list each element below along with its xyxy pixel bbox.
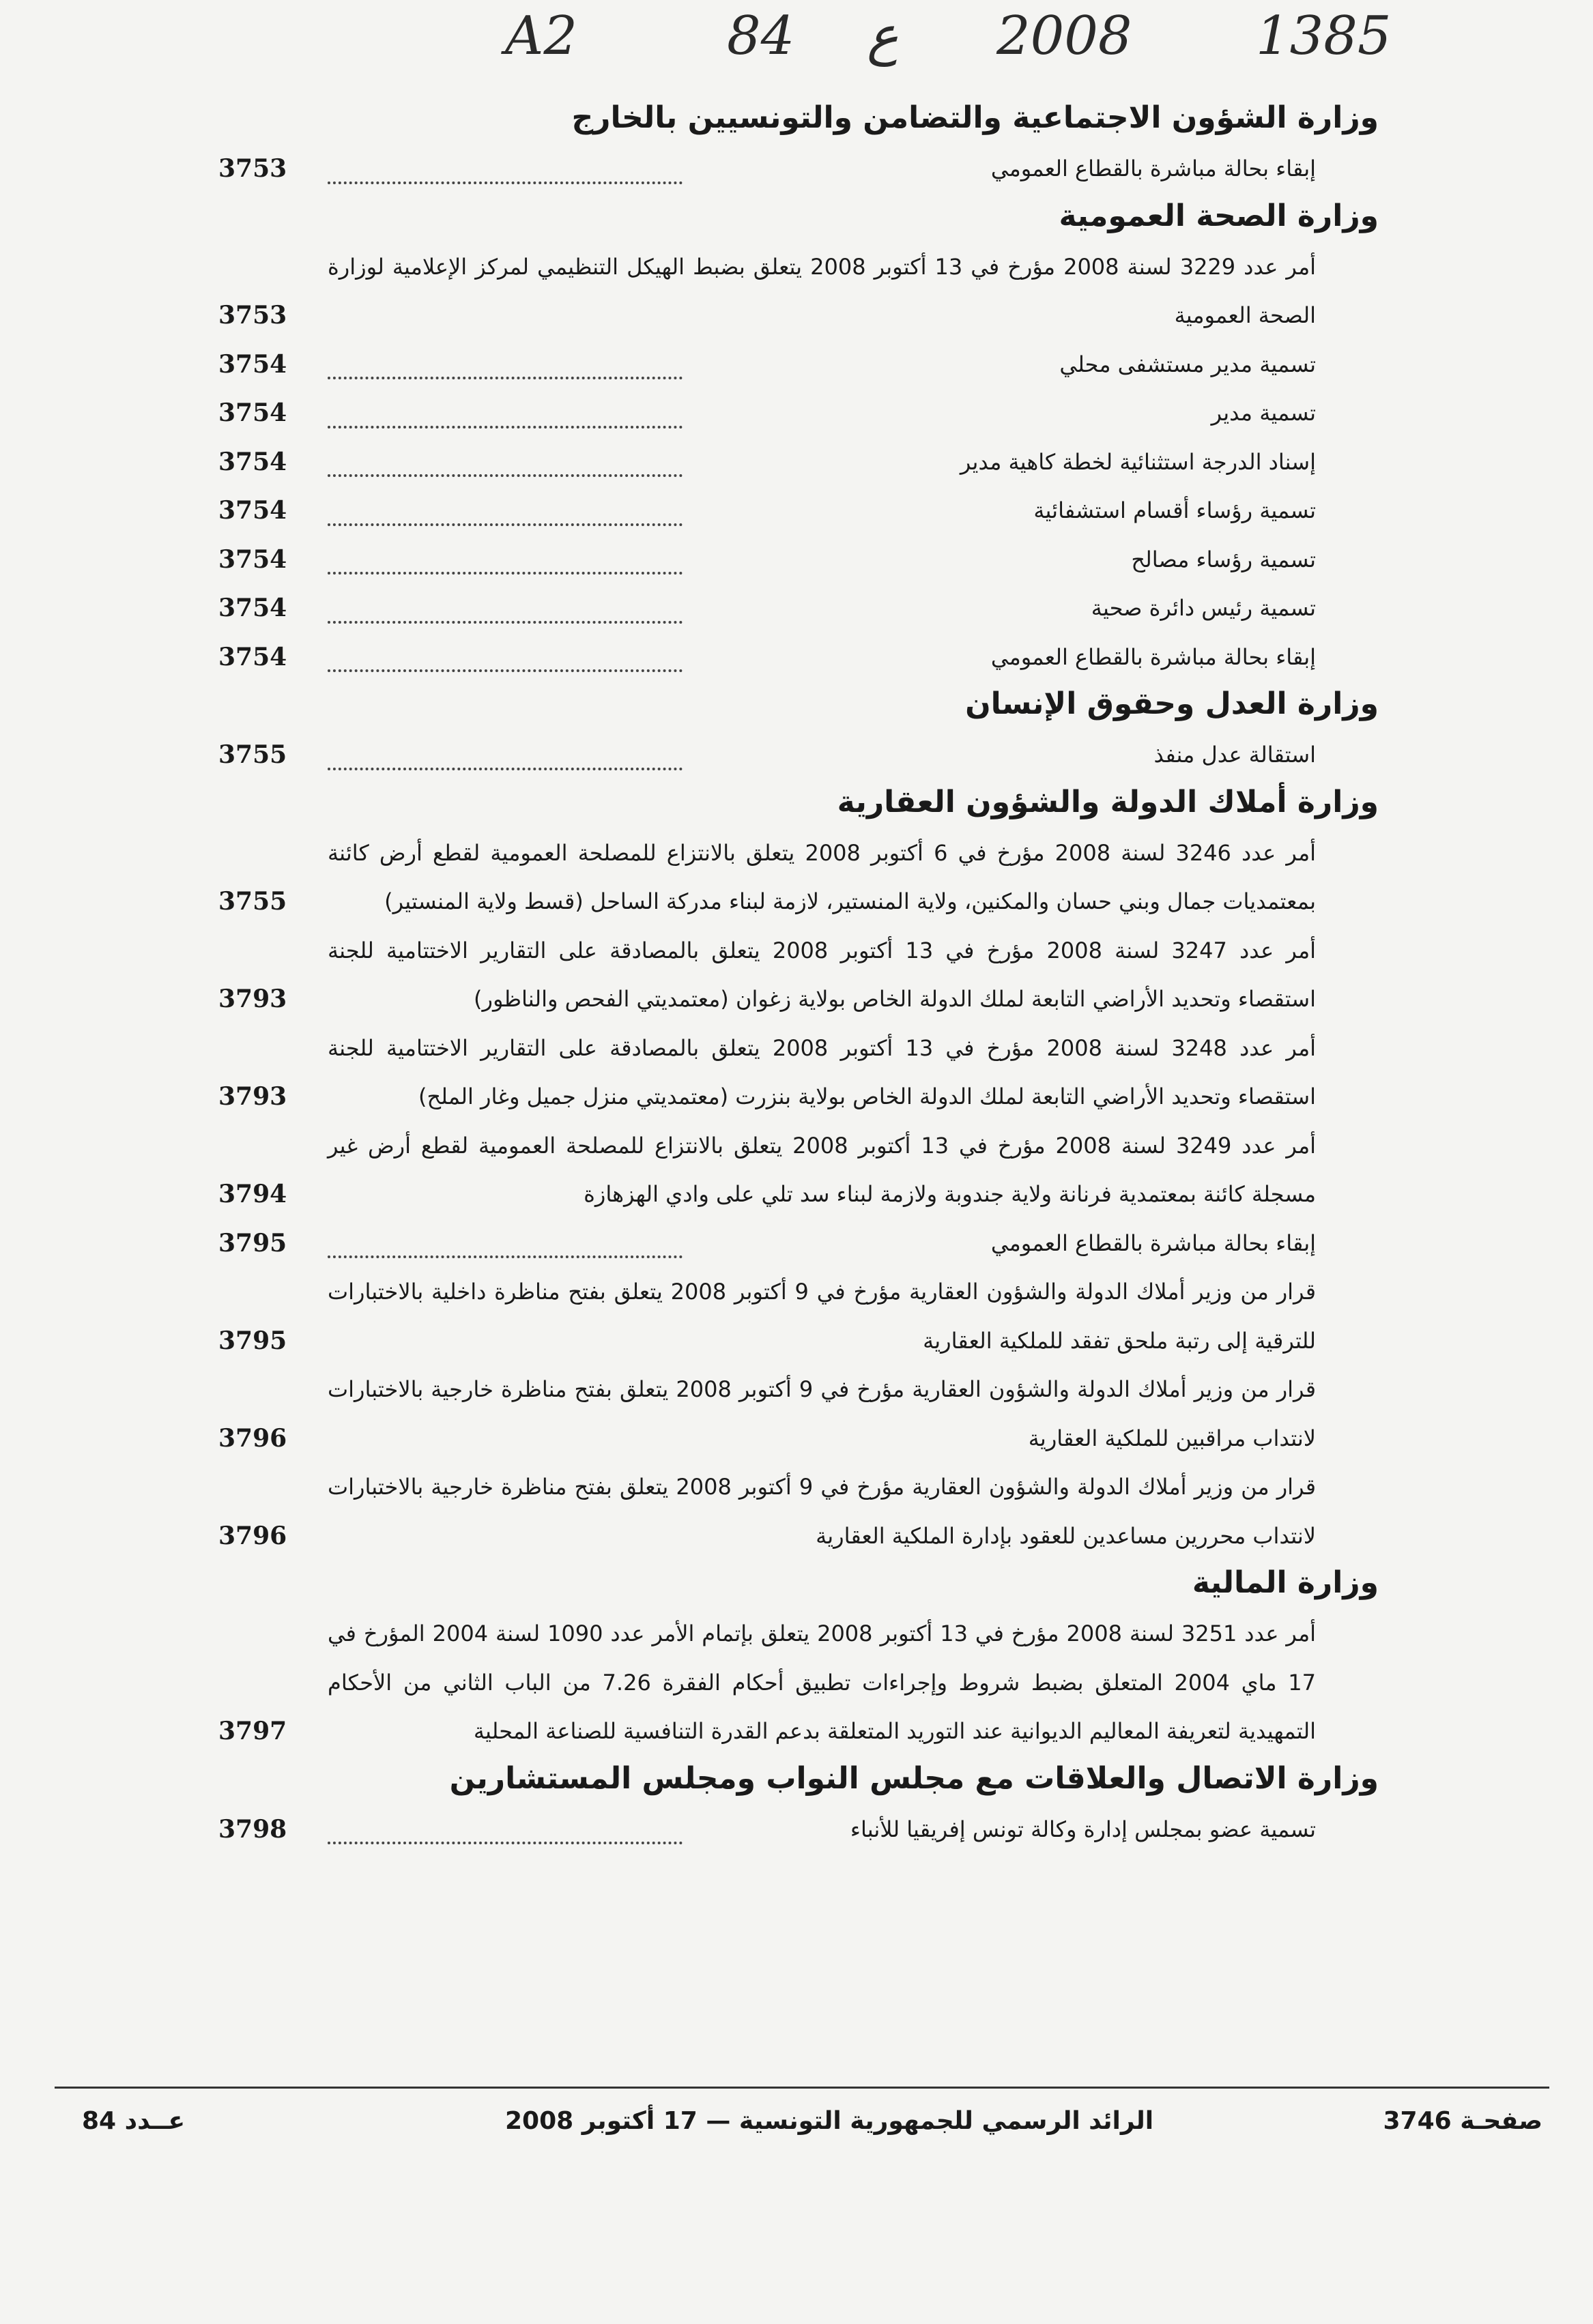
toc-entry[interactable] <box>218 1805 1379 1855</box>
section-heading-justice: وزارة العدل وحقوق الإنسان <box>965 686 1379 721</box>
toc-entry[interactable] <box>218 927 1379 1024</box>
dot-leader <box>328 669 683 672</box>
toc-entry[interactable] <box>218 633 1379 682</box>
toc-entry[interactable] <box>218 584 1379 633</box>
page-number: 3754 <box>218 544 287 574</box>
toc-entry[interactable] <box>218 1219 1379 1268</box>
entry-text: أمر عدد 3248 لسنة 2008 مؤرخ في 13 أكتوبر 2008 يتعلق بالمصادقة على التقارير الاختتامية للجنة استقصاء وتحديد الأراضي التابعة لملك الدولة الخاص بولاية بنزرت (معتمديتي منزل جميل وغار الملح) <box>328 1034 1317 1109</box>
dot-leader <box>328 181 683 184</box>
page-number: 3795 <box>218 1326 287 1355</box>
entry-text: أمر عدد 3247 لسنة 2008 مؤرخ في 13 أكتوبر 2008 يتعلق بالمصادقة على التقارير الاختتامية للجنة استقصاء وتحديد الأراضي التابعة لملك الدولة الخاص بولاية زغوان (معتمديتي الفحص والناظور) <box>328 937 1317 1012</box>
dot-leader <box>328 1842 683 1844</box>
page-number: 3793 <box>218 985 287 1013</box>
page-number: 3794 <box>218 1180 287 1208</box>
section-heading-finance: وزارة المالية <box>1192 1565 1379 1600</box>
dot-leader <box>328 426 683 429</box>
page-number: 3754 <box>218 349 287 379</box>
page-number: 3793 <box>218 1082 287 1111</box>
page-number: 3753 <box>218 301 287 330</box>
dot-leader <box>328 1255 683 1258</box>
entry-text: تسمية رئيس دائرة صحية <box>1091 595 1316 621</box>
section-heading-communication: وزارة الاتصال والعلاقات مع مجلس النواب ومجلس المستشارين <box>449 1760 1379 1796</box>
entry-text: قرار من وزير أملاك الدولة والشؤون العقارية مؤرخ في 9 أكتوبر 2008 يتعلق بفتح مناظرة خارجية بالاختبارات لانتداب محررين مساعدين للعقود بإدارة الملكية العقارية <box>328 1474 1317 1549</box>
toc-entry[interactable] <box>218 486 1379 536</box>
entry-text: تسمية رؤساء مصالح <box>1131 546 1316 572</box>
footer-rule <box>55 2087 1549 2089</box>
page-number: 3797 <box>218 1717 287 1745</box>
toc-entry[interactable] <box>218 1365 1379 1463</box>
toc-entry[interactable] <box>218 829 1379 927</box>
page-number: 3754 <box>218 594 287 622</box>
dot-leader <box>328 474 683 477</box>
table-of-contents <box>218 96 1379 1854</box>
entry-text: قرار من وزير أملاك الدولة والشؤون العقارية مؤرخ في 9 أكتوبر 2008 يتعلق بفتح مناظرة خارجية بالاختبارات لانتداب مراقبين للملكية العقارية <box>328 1376 1317 1451</box>
page-number: 3796 <box>218 1423 287 1453</box>
toc-entry[interactable] <box>218 1024 1379 1122</box>
toc-entry[interactable] <box>218 438 1379 487</box>
section-heading-social-affairs: وزارة الشؤون الاجتماعية والتضامن والتونسيين بالخارج <box>571 100 1379 135</box>
page-number: 3754 <box>218 642 287 671</box>
footer-journal-title: الرائد الرسمي للجمهورية التونسية — 17 أكتوبر 2008 <box>505 2107 1154 2135</box>
page-number: 3798 <box>218 1814 287 1844</box>
entry-text: أمر عدد 3246 لسنة 2008 مؤرخ في 6 أكتوبر 2008 يتعلق بالانتزاع للمصلحة العمومية لقطع أرض كائنة بمعتمديات جمال وبني حسان والمكنين، ولاية المنستير، لازمة لبناء مدركة الساحل (قسط ولاية المنستير) <box>328 839 1317 914</box>
page-number: 3754 <box>218 398 287 427</box>
toc-entry[interactable] <box>218 389 1379 438</box>
dot-leader <box>328 377 683 379</box>
toc-entry[interactable] <box>218 1268 1379 1365</box>
dot-leader <box>328 572 683 575</box>
entry-text: تسمية مدير <box>1211 400 1316 426</box>
dot-leader <box>328 768 683 770</box>
toc-entry[interactable] <box>218 536 1379 585</box>
footer-page-label: صفحـة 3746 <box>1383 2107 1542 2135</box>
handwritten-year: 2008 <box>996 5 1132 67</box>
handwritten-letter: ع <box>867 5 899 67</box>
handwritten-number: 84 <box>727 5 795 67</box>
toc-entry[interactable] <box>218 340 1379 390</box>
entry-text: أمر عدد 3229 لسنة 2008 مؤرخ في 13 أكتوبر 2008 يتعلق بضبط الهيكل التنظيمي لمركز الإعلامية لوزارة الصحة العمومية <box>328 253 1317 328</box>
entry-text: استقالة عدل منفذ <box>1153 742 1316 768</box>
entry-text: تسمية مدير مستشفى محلي <box>1059 351 1316 377</box>
toc-entry[interactable] <box>218 1122 1379 1219</box>
entry-text: إبقاء بحالة مباشرة بالقطاع العمومي <box>990 643 1316 670</box>
handwritten-ref: A2 <box>505 5 577 67</box>
toc-entry[interactable] <box>218 243 1379 340</box>
page-number: 3755 <box>218 887 287 916</box>
entry-text: إبقاء بحالة مباشرة بالقطاع العمومي <box>990 156 1316 181</box>
entry-text: تسمية رؤساء أقسام استشفائية <box>1033 497 1316 523</box>
entry-text: إسناد الدرجة استثنائية لخطة كاهية مدير <box>960 448 1316 475</box>
dot-leader <box>328 621 683 624</box>
entry-text: إبقاء بحالة مباشرة بالقطاع العمومي <box>990 1230 1316 1256</box>
toc-entry[interactable] <box>218 1610 1379 1756</box>
entry-text: تسمية عضو بمجلس إدارة وكالة تونس إفريقيا للأنباء <box>850 1816 1316 1842</box>
handwritten-code: 1385 <box>1256 5 1392 67</box>
dot-leader <box>328 523 683 526</box>
entry-text: أمر عدد 3251 لسنة 2008 مؤرخ في 13 أكتوبر 2008 يتعلق بإتمام الأمر عدد 1090 لسنة 2004 المؤرخ في 17 ماي 2004 المتعلق بضبط شروط وإجراءات تطبيق أحكام الفقرة 7.26 من الباب الثاني من الأحكام التمهيدية لتعريفة المعاليم الديوانية عند التوريد المتعلقة بدعم القدرة التنافسية للصناعة المحلية <box>328 1621 1317 1744</box>
footer-issue: عــدد 84 <box>82 2107 186 2135</box>
toc-entry[interactable] <box>218 145 1379 194</box>
page-number: 3753 <box>218 154 287 183</box>
section-heading-public-health: وزارة الصحة العمومية <box>1059 198 1379 233</box>
toc-entry[interactable] <box>218 731 1379 780</box>
page-number: 3755 <box>218 740 287 769</box>
page-number: 3796 <box>218 1521 287 1550</box>
page-number: 3754 <box>218 496 287 525</box>
page-number: 3795 <box>218 1228 287 1258</box>
entry-text: قرار من وزير أملاك الدولة والشؤون العقارية مؤرخ في 9 أكتوبر 2008 يتعلق بفتح مناظرة داخلية بالاختبارات للترقية إلى رتبة ملحق تفقد للملكية العقارية <box>328 1279 1317 1354</box>
page-number: 3754 <box>218 447 287 476</box>
toc-entry[interactable] <box>218 1463 1379 1560</box>
entry-text: أمر عدد 3249 لسنة 2008 مؤرخ في 13 أكتوبر 2008 يتعلق بالانتزاع للمصلحة العمومية لقطع أرض غير مسجلة كائنة بمعتمدية فرنانة ولاية جندوبة ولازمة لبناء سد تلي على وادي الهزهازة <box>328 1132 1317 1207</box>
section-heading-state-property: وزارة أملاك الدولة والشؤون العقارية <box>837 784 1379 819</box>
